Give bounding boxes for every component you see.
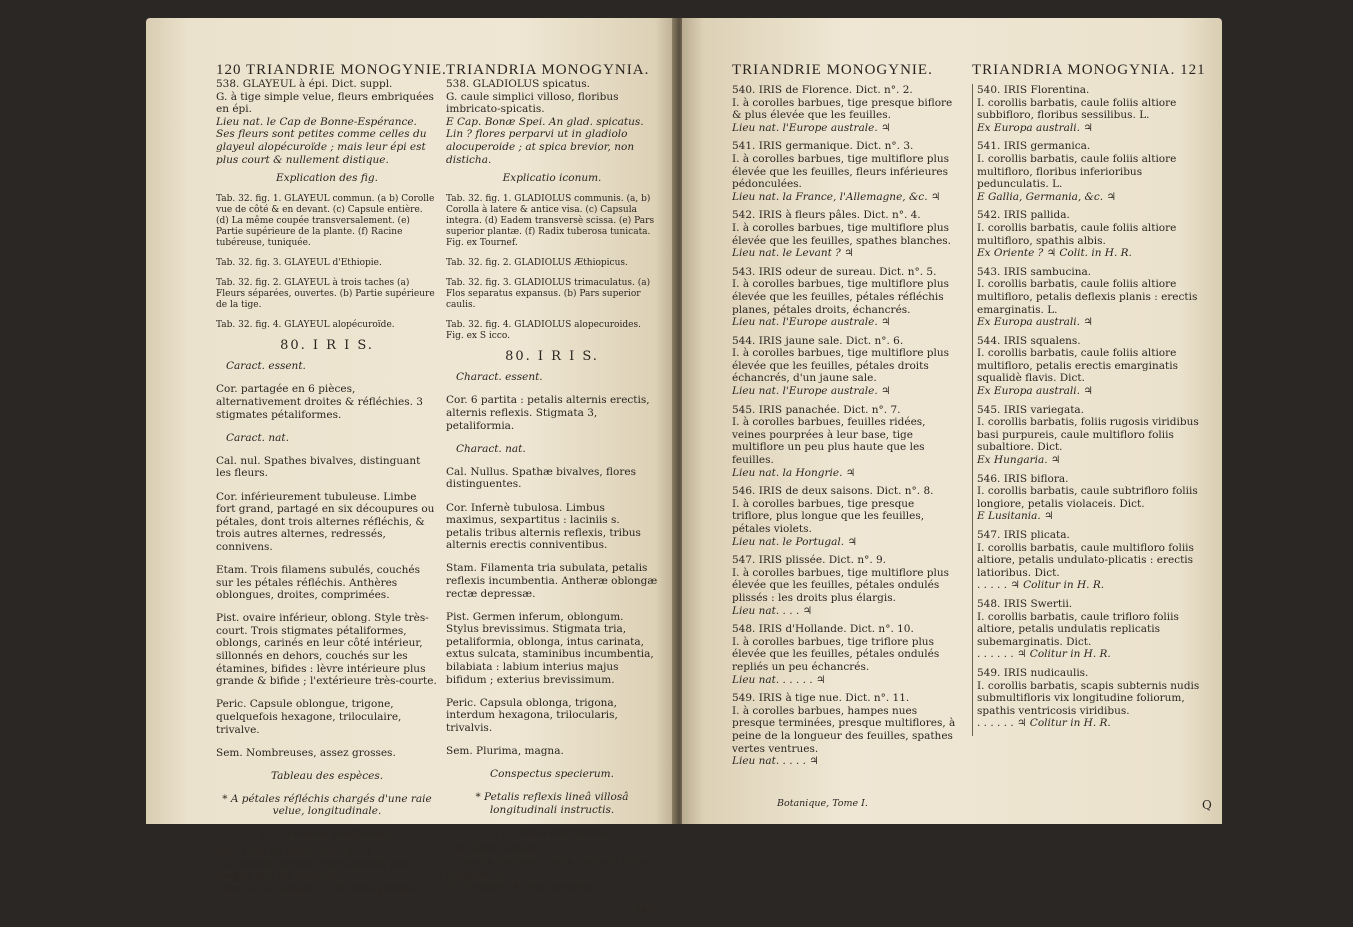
entry-habitat: Lieu nat. l'Europe australe. ♃	[732, 385, 891, 398]
right-page	[682, 18, 1222, 824]
entry-heading: 542. IRIS à fleurs pâles. Dict. n°. 4.	[732, 209, 921, 222]
subsection-label: Caract. nat.	[226, 431, 289, 444]
entry-habitat: Lieu nat. l'Europe australe. ♃	[732, 316, 891, 329]
species-entry	[977, 404, 1202, 467]
entry-description: I. corollis barbatis, caule multifloro foliis altiore, petalis undulato-plicatis : erectis latioribus. Dict.	[977, 541, 1194, 579]
entry-heading: 549. IRIS à tige nue. Dict. n°. 11.	[732, 692, 910, 705]
entry-habitat: E Gallia, Germania, &c. ♃	[977, 190, 1116, 203]
entry-habitat: Lieu nat. l'Europe australe. ♃	[732, 121, 891, 134]
figure-caption: Tab. 32. fig. 4. GLADIOLUS alopecuroides. Fig. ex S icco.	[446, 319, 641, 341]
entry-habitat: E Lusitania. ♃	[977, 510, 1054, 523]
entry-description: I. corollis barbatis, caule trifloro foliis altiore, petalis undulatis replicatis subemarginatis. Dict.	[977, 610, 1179, 648]
entry-heading: 544. IRIS squalens.	[977, 334, 1081, 347]
subsection-label: Charact. nat.	[456, 442, 526, 455]
entry-heading: 547. IRIS plissée. Dict. n°. 9.	[732, 554, 887, 567]
entry-description: I. corollis barbatis, foliis rugosis viridibus basi purpureis, caule multifloro foliis subaltiore. Dict.	[977, 416, 1199, 454]
genus-title: 80. I R I S.	[280, 337, 374, 353]
entry-description: I. à corolles barbues, tige presque biflore & plus élevée que les feuilles.	[732, 96, 953, 122]
species-entry	[732, 266, 957, 329]
page-header-right: TRIANDRIA MONOGYNIA. 121	[972, 62, 1206, 78]
entry-description: G. caule simplici villoso, floribus imbricato-spicatis.	[446, 90, 619, 116]
species-entry	[977, 266, 1202, 329]
entry-heading: 546. IRIS biflora.	[977, 472, 1069, 485]
entry-heading: 541. IRIS germanique. Dict. n°. 3.	[732, 140, 914, 153]
paragraph: Sem. Plurima, magna.	[446, 745, 564, 757]
species-entry	[977, 598, 1202, 661]
entry-description: I. à corolle barbue, tige uniflore plus longue que les feuilles.	[216, 857, 412, 883]
figure-caption: Tab. 32. fig. 3. GLAYEUL d'Ethiopie.	[216, 257, 382, 268]
entry-habitat: Ex Hungaria. ♃	[977, 454, 1061, 467]
species-entry	[977, 667, 1202, 730]
section-title: Explicatio iconum.	[502, 172, 602, 185]
paragraph: Peric. Capsule oblongue, trigone, quelquefois hexagone, triloculaire, trivalve.	[216, 698, 402, 736]
entry-heading: 540. IRIS de Florence. Dict. n°. 2.	[732, 84, 913, 96]
entry-description: I. corollis barbatis, caule foliis altiore multifloro, floribus inferioribus pedunculatis. L.	[977, 152, 1177, 191]
species-entry	[732, 209, 957, 259]
species-entry	[977, 209, 1202, 259]
figure-caption: Tab. 32. fig. 4. GLAYEUL alopécuroïde.	[216, 319, 395, 330]
entry-habitat: Lieu nat. la Hongrie. ♃	[732, 466, 856, 479]
species-entry	[732, 84, 957, 134]
section-title: Conspectus specierum.	[490, 768, 614, 781]
page-header-right: TRIANDRIA MONOGYNIA.	[446, 62, 650, 78]
entry-heading: 544. IRIS jaune sale. Dict. n°. 6.	[732, 334, 904, 347]
paragraph: Sem. Nombreuses, assez grosses.	[216, 746, 396, 759]
entry-habitat: E Cap. Bonæ Spei. An glad. spicatus. Lin ? flores perparvi ut in gladiolo alocuperoide ; at spica brevior, non disticha.	[446, 115, 644, 166]
species-entry-539	[216, 845, 438, 895]
entry-habitat: Lieu nat. le Cap de Bonne-Espérance. Ses fleurs sont petites comme celles du glayeul alopécuroïde ; mais leur épi est plus court & nullement distique.	[216, 115, 427, 166]
species-entry	[977, 84, 1202, 134]
entry-habitat: Ex Europa australi. ♃	[977, 121, 1093, 134]
entry-description: I. corollis barbatis, scapis subternis nudis submultifloris vix longitudine foliorum, spathis ventricosis viridibus.	[977, 679, 1200, 717]
entry-habitat: Lieu nat. le Portugal. ♃	[732, 535, 857, 548]
entry-habitat: Ex Europa australi. ♃	[977, 385, 1093, 398]
entry-heading: 547. IRIS plicata.	[977, 529, 1070, 541]
entry-description: I. à corolles barbues, tige multiflore plus élevée que les feuilles, pétales réfléchis planes, pétales droits, échancrés.	[732, 278, 950, 316]
entry-heading: 548. IRIS d'Hollande. Dict. n°. 10.	[732, 623, 914, 636]
latin-column	[446, 78, 658, 927]
entry-habitat: Ex Europa australi. ♃	[977, 316, 1093, 329]
entry-heading: 546. IRIS de deux saisons. Dict. n°. 8.	[732, 485, 934, 498]
entry-habitat: . . . . . . ♃ Colitur in H. R.	[977, 648, 1111, 661]
group-label: ( A ) Feuilles ensiformes.	[260, 828, 394, 841]
entry-habitat: . . . . . . ♃ Colitur in H. R.	[977, 717, 1111, 730]
entry-heading: 549. IRIS nudicaulis.	[977, 666, 1089, 679]
group-label: * A pétales réfléchis chargés d'une raie velue, longitudinale.	[222, 792, 432, 818]
paragraph: Cor. inférieurement tubuleuse. Limbe fort grand, partagé en six découpures ou pétales, dont trois alternes réfléchis, & trois autres alternes, redressés, connivens.	[216, 490, 435, 553]
entry-habitat: . . . . . ♃ Colitur in H. R.	[977, 579, 1105, 592]
entry-description: I. à corolles barbues, tige multiflore plus élevée que les feuilles, fleurs inférieures pédonculées.	[732, 152, 950, 191]
paragraph: Cal. nul. Spathes bivalves, distinguant les fleurs.	[216, 454, 421, 480]
paragraph: Peric. Capsula oblonga, trigona, interdum hexagona, trilocularis, trivalvis.	[446, 696, 618, 734]
catchword: 540.	[634, 904, 658, 917]
paragraph: Cor. partagée en 6 pièces, alternativement droites & réfléchies. 3 stigmates pétaliformes.	[216, 383, 423, 421]
entry-heading: 545. IRIS panachée. Dict. n°. 7.	[732, 403, 901, 416]
entry-description: I. à corolles barbues, tige presque triflore, plus longue que les feuilles, pétales violets.	[732, 497, 925, 535]
entry-habitat: Lieu nat. le Levant ? ♃	[732, 247, 854, 260]
species-entry	[732, 335, 957, 398]
entry-description: I. à corolles barbues, tige multiflore plus élevée que les feuilles, spathes blanches.	[732, 221, 952, 247]
species-entry	[732, 140, 957, 203]
entry-habitat: Lieu nat. . . . ♃	[732, 604, 813, 617]
entry-description: I. à corolles barbues, tige multiflore plus élevée que les feuilles, pétales droits échancrés, d'un jaune sale.	[732, 347, 950, 385]
entry-habitat: Lieu nat. la France, l'Allemagne, &c. ♃	[732, 190, 941, 203]
section-title: Explication des fig.	[276, 172, 378, 185]
entry-heading: 540. IRIS Florentina.	[977, 84, 1090, 96]
entry-description: I. corollis barbatis, caule foliis altiore multifloro, petalis erectis emarginatis squalidè flavis. Dict.	[977, 347, 1179, 385]
genus-title: 80. I R I S.	[505, 348, 599, 364]
entry-heading: 542. IRIS pallida.	[977, 209, 1070, 222]
entry-heading: 545. IRIS variegata.	[977, 403, 1085, 416]
species-entry	[732, 485, 957, 548]
paragraph: Stam. Filamenta tria subulata, petalis reflexis incumbentia. Antheræ oblongæ rectæ depressæ.	[446, 562, 658, 600]
left-page	[146, 18, 676, 917]
species-entry	[977, 529, 1202, 592]
figure-caption: Tab. 32. fig. 2. GLADIOLUS Æthiopicus.	[446, 257, 628, 268]
paragraph: Pist. Germen inferum, oblongum. Stylus brevissimus. Stigmata tria, petaliformia, oblonga, intus carinata, extus sulcata, staminibus incumbentia, bilabiata : labium interius majus bifidum ; exterius brevissimum.	[446, 610, 654, 686]
paragraph: Pist. ovaire inférieur, oblong. Style très-court. Trois stigmates pétaliformes, oblongs, carinés en leur côté intérieur, sillonnés en dehors, couchés sur les étamines, bifides : lèvre intérieure plus grande & bifide ; l'extérieure très-courte.	[216, 612, 437, 688]
page-header-left: TRIANDRIE MONOGYNIE.	[732, 62, 933, 78]
species-entry-539	[446, 843, 658, 893]
latin-column	[972, 84, 1202, 736]
entry-heading: 538. GLAYEUL à épi. Dict. suppl.	[216, 78, 393, 90]
entry-description: G. à tige simple velue, fleurs embriquées en épi.	[216, 90, 434, 116]
subsection-label: Caract. essent.	[226, 360, 306, 373]
species-entry	[732, 554, 957, 617]
entry-description: I. corollis barbatis, caule foliis altiore multifloro, petalis deflexis planis : erectis emarginatis. L.	[977, 278, 1198, 316]
species-entry	[977, 473, 1202, 523]
entry-description: I. corollis barbatis, caule subtrifloro foliis longiore, petalis violaceis. Dict.	[977, 485, 1198, 510]
entry-habitat: Ex Oriente ? ♃ Colit. in H. R.	[977, 247, 1132, 260]
entry-description: I. à corolles barbues, tige triflore plus élevée que les feuilles, pétales ondulés repliés un peu échancrés.	[732, 635, 940, 673]
paragraph: Cal. Nullus. Spathæ bivalves, flores distinguentes.	[446, 465, 636, 491]
entry-heading: 539. IRIS de Suse. Dict. n°. 1.	[216, 845, 376, 858]
group-label: ( A ) Folia ensiformia.	[494, 826, 610, 839]
entry-description: I. corollis barbatis, caule foliis altiore multifloro, spathis albis.	[977, 221, 1177, 247]
entry-habitat: Lieu nat. . . . . . ♃	[732, 673, 826, 686]
entry-description: I. corolla barbata, caule unifloro foliis longiore. L.	[446, 856, 648, 881]
entry-habitat: Lieu nat. le Levant. ♃ Fl. très-grande.	[216, 882, 419, 895]
species-entry	[732, 623, 957, 686]
figure-caption: Tab. 32. fig. 1. GLADIOLUS communis. (a, b) Corolla à latere & antice visa. (c) Capsula integra. (d) Eadem transversè scissa. (e) Pars superior plantæ. (f) Radix tuberosa tunicata. Fig. ex Tournef.	[446, 193, 655, 248]
entry-heading: 543. IRIS sambucina.	[977, 265, 1092, 278]
entry-description: I. à corolles barbues, tige multiflore plus élevée que les feuilles, pétales ondulés plissés : les droits plus élargis.	[732, 566, 950, 604]
entry-habitat: Ex Oriente. ♃ Flos maximus.	[446, 881, 600, 894]
figure-caption: Tab. 32. fig. 2. GLAYEUL à trois taches (a) Fleurs séparées, ouvertes. (b) Partie supérieure de la tige.	[216, 277, 435, 310]
entry-heading: 548. IRIS Swertii.	[977, 597, 1073, 610]
subsection-label: Charact. essent.	[456, 371, 543, 384]
french-column	[732, 84, 957, 774]
species-entry	[732, 404, 957, 480]
french-column	[216, 78, 438, 901]
entry-description: I. à corolles barbues, hampes nues presque terminées, presque multiflores, à peine de la longueur des feuilles, spathes vertes ventrues.	[732, 704, 956, 755]
entry-heading: 543. IRIS odeur de sureau. Dict. n°. 5.	[732, 265, 937, 278]
entry-heading: 541. IRIS germanica.	[977, 140, 1091, 153]
species-entry-538	[216, 78, 438, 166]
species-entry	[732, 692, 957, 768]
entry-habitat: Lieu nat. . . . . ♃	[732, 755, 819, 768]
paragraph: Cor. Infernè tubulosa. Limbus maximus, sexpartitus : laciniis s. petalis tribus alternis reflexis, tribus alternis erectis conniventibus.	[446, 501, 641, 552]
signature-mark: Q	[1202, 798, 1212, 812]
species-entry	[977, 335, 1202, 398]
page-header-left: 120 TRIANDRIE MONOGYNIE.	[216, 62, 447, 78]
entry-description: I. corollis barbatis, caule foliis altiore subbifloro, floribus sessilibus. L.	[977, 96, 1177, 122]
page-footer: Botanique, Tome I.	[777, 798, 868, 809]
entry-description: I. à corolles barbues, feuilles ridées, veines pourprées à leur base, tige multiflore un peu plus haute que les feuilles.	[732, 416, 926, 467]
entry-heading: 538. GLADIOLUS spicatus.	[446, 78, 590, 90]
section-title: Tableau des espèces.	[270, 769, 384, 782]
group-label: * Petalis reflexis lineâ villosâ longitudinali instructis.	[475, 791, 629, 816]
paragraph: Etam. Trois filamens subulés, couchés sur les pétales réfléchis. Anthères oblongues, droites, comprimées.	[216, 563, 420, 602]
entry-heading: 539. IRIS susiana.	[446, 843, 543, 856]
figure-caption: Tab. 32. fig. 3. GLADIOLUS trimaculatus. (a) Flos separatus expansus. (b) Pars superior caulis.	[446, 277, 651, 310]
figure-caption: Tab. 32. fig. 1. GLAYEUL commun. (a b) Corolle vue de côté & en devant. (c) Capsule entière. (d) La même coupée transversalement. (e) Partie supérieure de la plante. (f) Racine tubéreuse, tuniquée.	[216, 193, 435, 248]
species-entry	[977, 140, 1202, 203]
species-entry-538	[446, 78, 658, 166]
paragraph: Cor. 6 partita : petalis alternis erectis, alternis reflexis. Stigmata 3, petaliformia.	[446, 394, 650, 432]
